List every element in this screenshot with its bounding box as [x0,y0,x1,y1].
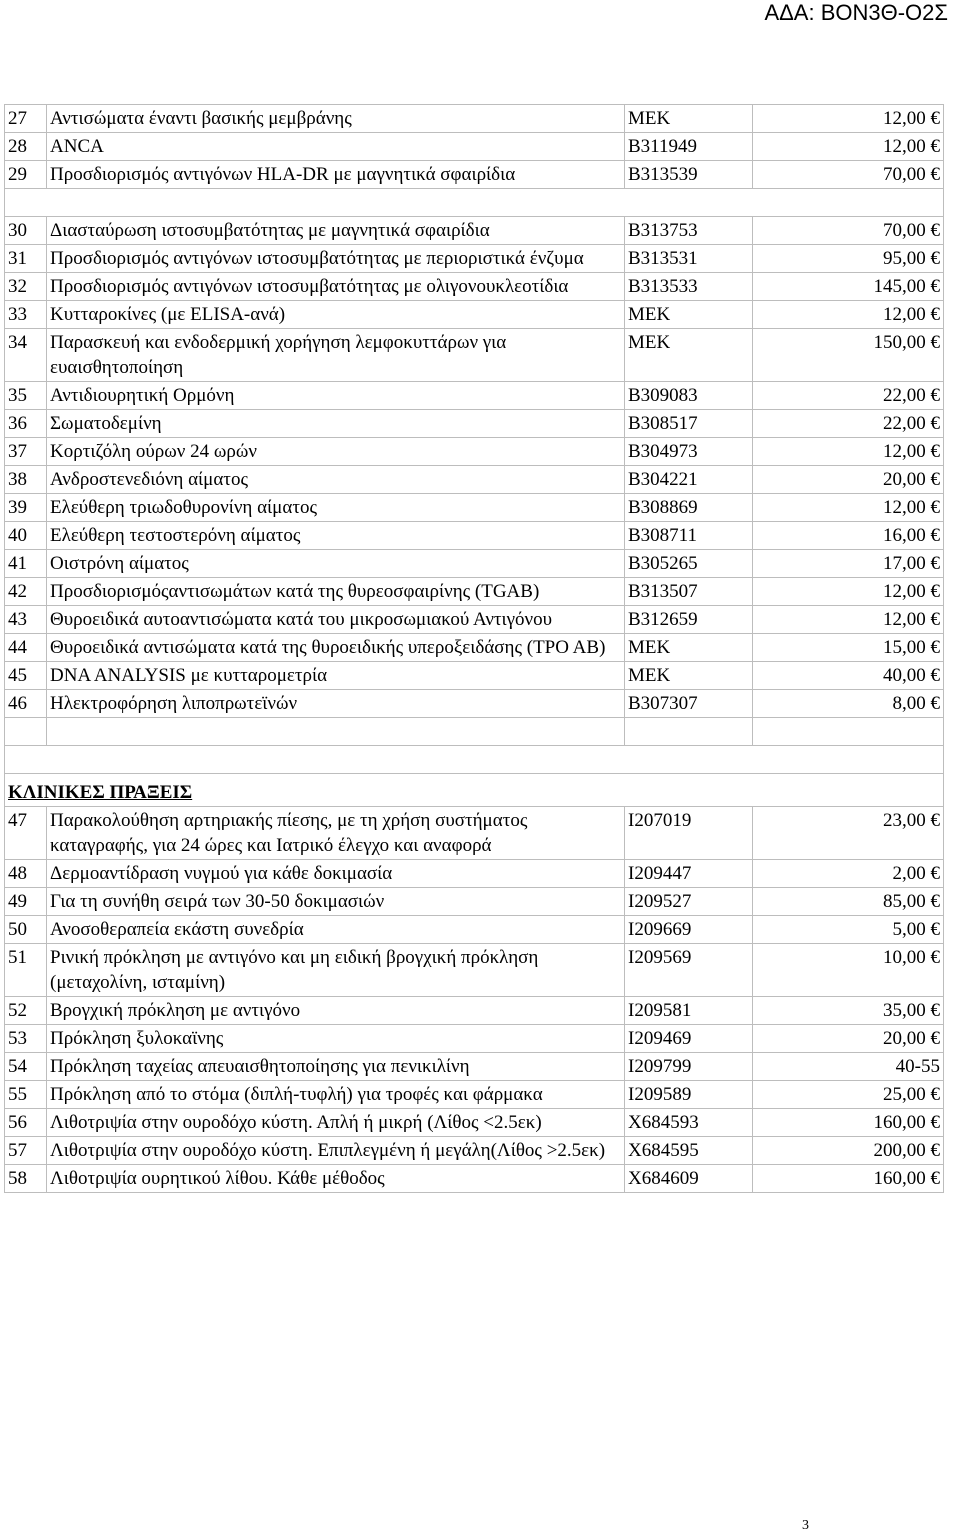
row-description: Πρόκληση από το στόμα (διπλή-τυφλή) για τροφές και φάρμακα [47,1081,625,1109]
table-row [5,634,944,662]
table-body-part2 [5,217,944,718]
row-price: 22,00 € [753,382,944,410]
row-number: 29 [5,161,47,189]
row-description: Ηλεκτροφόρηση λιποπρωτεϊνών [47,690,625,718]
row-code: Β304221 [625,466,753,494]
row-number: 45 [5,662,47,690]
row-code: Ι209569 [625,944,753,997]
row-price: 95,00 € [753,245,944,273]
row-price: 145,00 € [753,273,944,301]
empty-row [5,189,944,217]
row-code: Ι207019 [625,807,753,860]
row-code: Χ684595 [625,1137,753,1165]
row-number: 50 [5,916,47,944]
row-price: 12,00 € [753,133,944,161]
row-price: 12,00 € [753,606,944,634]
row-number: 30 [5,217,47,245]
empty-row [5,718,944,746]
row-number: 35 [5,382,47,410]
row-code: Β313533 [625,273,753,301]
row-price: 70,00 € [753,217,944,245]
table-row [5,1137,944,1165]
row-description: Προσδιορισμός αντιγόνων HLA-DR με μαγνητικά σφαιρίδια [47,161,625,189]
row-price: 23,00 € [753,807,944,860]
row-number: 56 [5,1109,47,1137]
row-number: 41 [5,550,47,578]
row-code: Β312659 [625,606,753,634]
table-row [5,217,944,245]
row-code: Β308711 [625,522,753,550]
row-code: Β311949 [625,133,753,161]
row-number: 46 [5,690,47,718]
ada-code: ΑΔΑ: ΒΟΝ3Θ-Ο2Σ [764,0,948,25]
row-number: 34 [5,329,47,382]
row-number: 43 [5,606,47,634]
table-row [5,410,944,438]
page-number: 3 [802,1518,809,1533]
row-code: Β313753 [625,217,753,245]
row-description: Αντιδιουρητική Ορμόνη [47,382,625,410]
row-number: 42 [5,578,47,606]
row-price: 20,00 € [753,1025,944,1053]
table-row [5,1025,944,1053]
row-code: Β304973 [625,438,753,466]
row-price: 12,00 € [753,301,944,329]
row-price: 70,00 € [753,161,944,189]
table-row [5,329,944,382]
row-description: Θυροειδικά αυτοαντισώματα κατά του μικροσωμιακού Αντιγόνου [47,606,625,634]
row-code: Ι209447 [625,860,753,888]
row-number: 57 [5,1137,47,1165]
row-number: 32 [5,273,47,301]
row-number: 58 [5,1165,47,1193]
row-price: 8,00 € [753,690,944,718]
row-code: Β307307 [625,690,753,718]
row-code: Ι209527 [625,888,753,916]
row-price: 10,00 € [753,944,944,997]
row-price: 160,00 € [753,1165,944,1193]
row-number: 49 [5,888,47,916]
table-gap-1 [5,189,944,217]
row-price: 12,00 € [753,105,944,133]
row-description: Λιθοτριψία ουρητικού λίθου. Κάθε μέθοδος [47,1165,625,1193]
row-price: 150,00 € [753,329,944,382]
row-description: Προσδιορισμός αντιγόνων ιστοσυμβατότητας με περιοριστικά ένζυμα [47,245,625,273]
row-description: Για τη συνήθη σειρά των 30-50 δοκιμασιών [47,888,625,916]
row-number: 44 [5,634,47,662]
row-code: Β313507 [625,578,753,606]
table-row [5,944,944,997]
table-row [5,690,944,718]
row-code: Ι209669 [625,916,753,944]
table-row [5,1109,944,1137]
table-row [5,301,944,329]
table-row [5,578,944,606]
row-code: Β309083 [625,382,753,410]
row-code: ΜΕΚ [625,662,753,690]
table-row [5,916,944,944]
row-number: 52 [5,997,47,1025]
row-description: Παρασκευή και ενδοδερμική χορήγηση λεμφοκυττάρων για ευαισθητοποίηση [47,329,625,382]
row-price: 17,00 € [753,550,944,578]
row-description: Πρόκληση ξυλοκαϊνης [47,1025,625,1053]
table-row [5,438,944,466]
row-price: 16,00 € [753,522,944,550]
row-code: Χ684609 [625,1165,753,1193]
row-number: 37 [5,438,47,466]
row-price: 5,00 € [753,916,944,944]
table-row [5,1165,944,1193]
table-row [5,466,944,494]
row-number: 33 [5,301,47,329]
row-description: Παρακολούθηση αρτηριακής πίεσης, με τη χρήση συστήματος καταγραφής, για 24 ώρες και Ιατρικό έλεγχο και αναφορά [47,807,625,860]
table-gap-2 [5,718,944,807]
row-code: Χ684593 [625,1109,753,1137]
table-row [5,494,944,522]
row-description: Προσδιορισμός αντιγόνων ιστοσυμβατότητας με ολιγονουκλεοτίδια [47,273,625,301]
table-body-part1 [5,105,944,189]
row-price: 85,00 € [753,888,944,916]
row-number: 39 [5,494,47,522]
table-row [5,997,944,1025]
row-description: Λιθοτριψία στην ουροδόχο κύστη. Απλή ή μικρή (Λίθος <2.5εκ) [47,1109,625,1137]
row-price: 12,00 € [753,494,944,522]
row-code: Β313539 [625,161,753,189]
row-price: 20,00 € [753,466,944,494]
row-code: Β308869 [625,494,753,522]
table-row [5,245,944,273]
row-description: DNA ANALYSIS με κυτταρομετρία [47,662,625,690]
row-code: Ι209469 [625,1025,753,1053]
row-price: 200,00 € [753,1137,944,1165]
table-row [5,550,944,578]
row-number: 54 [5,1053,47,1081]
table-row [5,888,944,916]
empty-row [5,746,944,774]
table-body-part3 [5,807,944,1193]
row-code: ΜΕΚ [625,105,753,133]
row-price: 40-55 [753,1053,944,1081]
row-code: ΜΕΚ [625,329,753,382]
row-code: Ι209589 [625,1081,753,1109]
table-row [5,606,944,634]
row-description: Θυροειδικά αντισώματα κατά της θυροειδικής υπεροξειδάσης (TPO AB) [47,634,625,662]
row-description: Κορτιζόλη ούρων 24 ωρών [47,438,625,466]
row-number: 48 [5,860,47,888]
row-code: Β313531 [625,245,753,273]
row-code: ΜΕΚ [625,301,753,329]
row-price: 12,00 € [753,578,944,606]
price-table [4,104,944,1193]
row-description: Ρινική πρόκληση με αντιγόνο και μη ειδική βρογχική πρόκληση (μεταχολίνη, ισταμίνη) [47,944,625,997]
table-row [5,273,944,301]
row-number: 27 [5,105,47,133]
table-row [5,382,944,410]
row-price: 25,00 € [753,1081,944,1109]
row-number: 55 [5,1081,47,1109]
row-description: Ανδροστενεδιόνη αίματος [47,466,625,494]
row-description: Διασταύρωση ιστοσυμβατότητας με μαγνητικά σφαιρίδια [47,217,625,245]
row-number: 40 [5,522,47,550]
row-description: Λιθοτριψία στην ουροδόχο κύστη. Επιπλεγμένη ή μεγάλη(Λίθος >2.5εκ) [47,1137,625,1165]
row-description: Ελεύθερη τριωδοθυρονίνη αίματος [47,494,625,522]
table-row [5,662,944,690]
row-description: Ανοσοθεραπεία εκάστη συνεδρία [47,916,625,944]
row-number: 36 [5,410,47,438]
row-description: Οιστρόνη αίματος [47,550,625,578]
row-price: 160,00 € [753,1109,944,1137]
row-description: Δερμοαντίδραση νυγμού για κάθε δοκιμασία [47,860,625,888]
row-price: 15,00 € [753,634,944,662]
row-number: 28 [5,133,47,161]
row-description: Κυτταροκίνες (με ELISA-ανά) [47,301,625,329]
table-row [5,807,944,860]
row-description: ANCA [47,133,625,161]
row-description: Βρογχική πρόκληση με αντιγόνο [47,997,625,1025]
table-row [5,1081,944,1109]
row-number: 53 [5,1025,47,1053]
section-title: ΚΛΙΝΙΚΕΣ ΠΡΑΞΕΙΣ [8,782,193,803]
row-code: ΜΕΚ [625,634,753,662]
row-price: 12,00 € [753,438,944,466]
table-row [5,1053,944,1081]
table-row [5,161,944,189]
row-price: 35,00 € [753,997,944,1025]
table-row [5,860,944,888]
row-description: Αντισώματα έναντι βασικής μεμβράνης [47,105,625,133]
row-price: 40,00 € [753,662,944,690]
row-price: 2,00 € [753,860,944,888]
row-description: Πρόκληση ταχείας απευαισθητοποίησης για πενικιλίνη [47,1053,625,1081]
row-code: Β308517 [625,410,753,438]
section-header-row [5,774,944,807]
table-row [5,133,944,161]
row-number: 38 [5,466,47,494]
row-code: Β305265 [625,550,753,578]
row-description: Ελεύθερη τεστοστερόνη αίματος [47,522,625,550]
table-row [5,522,944,550]
row-description: Σωματοδεμίνη [47,410,625,438]
row-number: 47 [5,807,47,860]
row-code: Ι209799 [625,1053,753,1081]
row-number: 31 [5,245,47,273]
row-price: 22,00 € [753,410,944,438]
row-code: Ι209581 [625,997,753,1025]
row-number: 51 [5,944,47,997]
row-description: Προσδιορισμόςαντισωμάτων κατά της θυρεοσφαιρίνης (TGAB) [47,578,625,606]
table-row [5,105,944,133]
